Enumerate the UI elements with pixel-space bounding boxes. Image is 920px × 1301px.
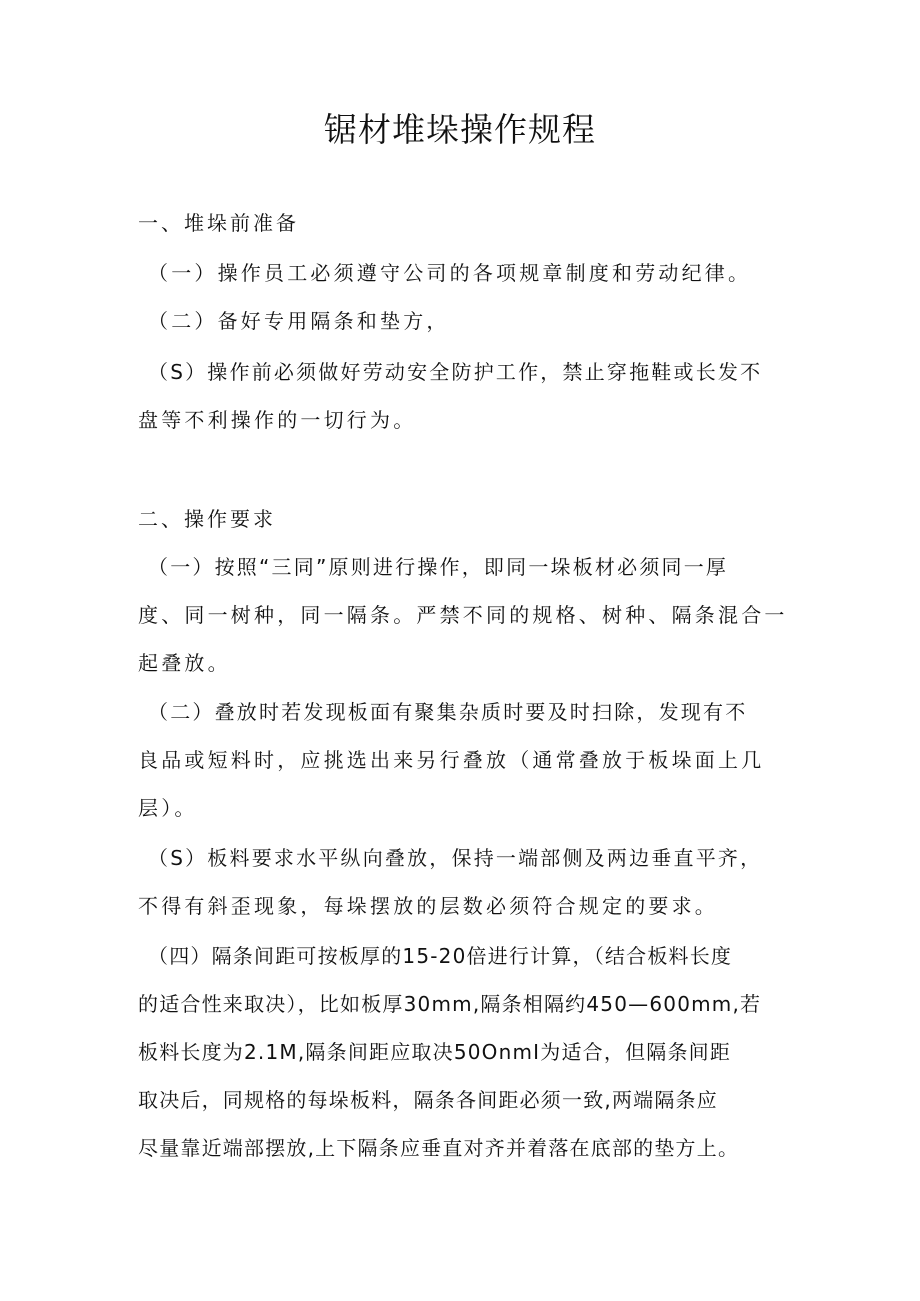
paragraph-line: 层）。 <box>138 796 198 820</box>
document-title: 锯材堆垛操作规程 <box>324 110 596 149</box>
paragraph-line: （S）板料要求水平纵向叠放，保持一端部侧及两边垂直平齐， <box>148 846 763 870</box>
paragraph-line: （一）操作员工必须遵守公司的各项规章制度和劳动纪律。 <box>148 261 752 285</box>
paragraph-line: 不得有斜歪现象，每垛摆放的层数必须符合规定的要求。 <box>138 894 718 918</box>
paragraph-line: 尽量靠近端部摆放,上下隔条应垂直对齐并着落在底部的垫方上。 <box>138 1136 740 1160</box>
paragraph-line: 盘等不利操作的一切行为。 <box>138 408 417 432</box>
paragraph-line: 板料长度为2.1M,隔条间距应取决50OnmI为适合，但隔条间距 <box>138 1040 732 1064</box>
paragraph-line: （S）操作前必须做好劳动安全防护工作，禁止穿拖鞋或长发不 <box>148 360 763 384</box>
paragraph-line: 取决后，同规格的每垛板料，隔条各间距必须一致,两端隔条应 <box>138 1088 718 1112</box>
paragraph-line: （二）备好专用隔条和垫方， <box>148 309 450 333</box>
paragraph-line: （一）按照“三同”原则进行操作，即同一垛板材必须同一厚 <box>148 555 729 579</box>
paragraph-line: 起叠放。 <box>138 651 231 675</box>
paragraph-line: 度、同一树种，同一隔条。严禁不同的规格、树种、隔条混合一 <box>138 603 788 627</box>
section-heading-requirements: 二、操作要求 <box>138 507 276 531</box>
paragraph-line: （四）隔条间距可按板厚的15-20倍进行计算，（结合板料长度 <box>148 944 733 968</box>
paragraph-line: （二）叠放时若发现板面有聚集杂质时要及时扫除，发现有不 <box>148 700 748 724</box>
section-heading-preparation: 一、堆垛前准备 <box>138 211 299 235</box>
paragraph-line: 良品或短料时，应挑选出来另行叠放（通常叠放于板垛面上几 <box>138 748 765 772</box>
paragraph-line: 的适合性来取决），比如板厚30mm,隔条相隔约450—600mm,若 <box>138 992 762 1016</box>
